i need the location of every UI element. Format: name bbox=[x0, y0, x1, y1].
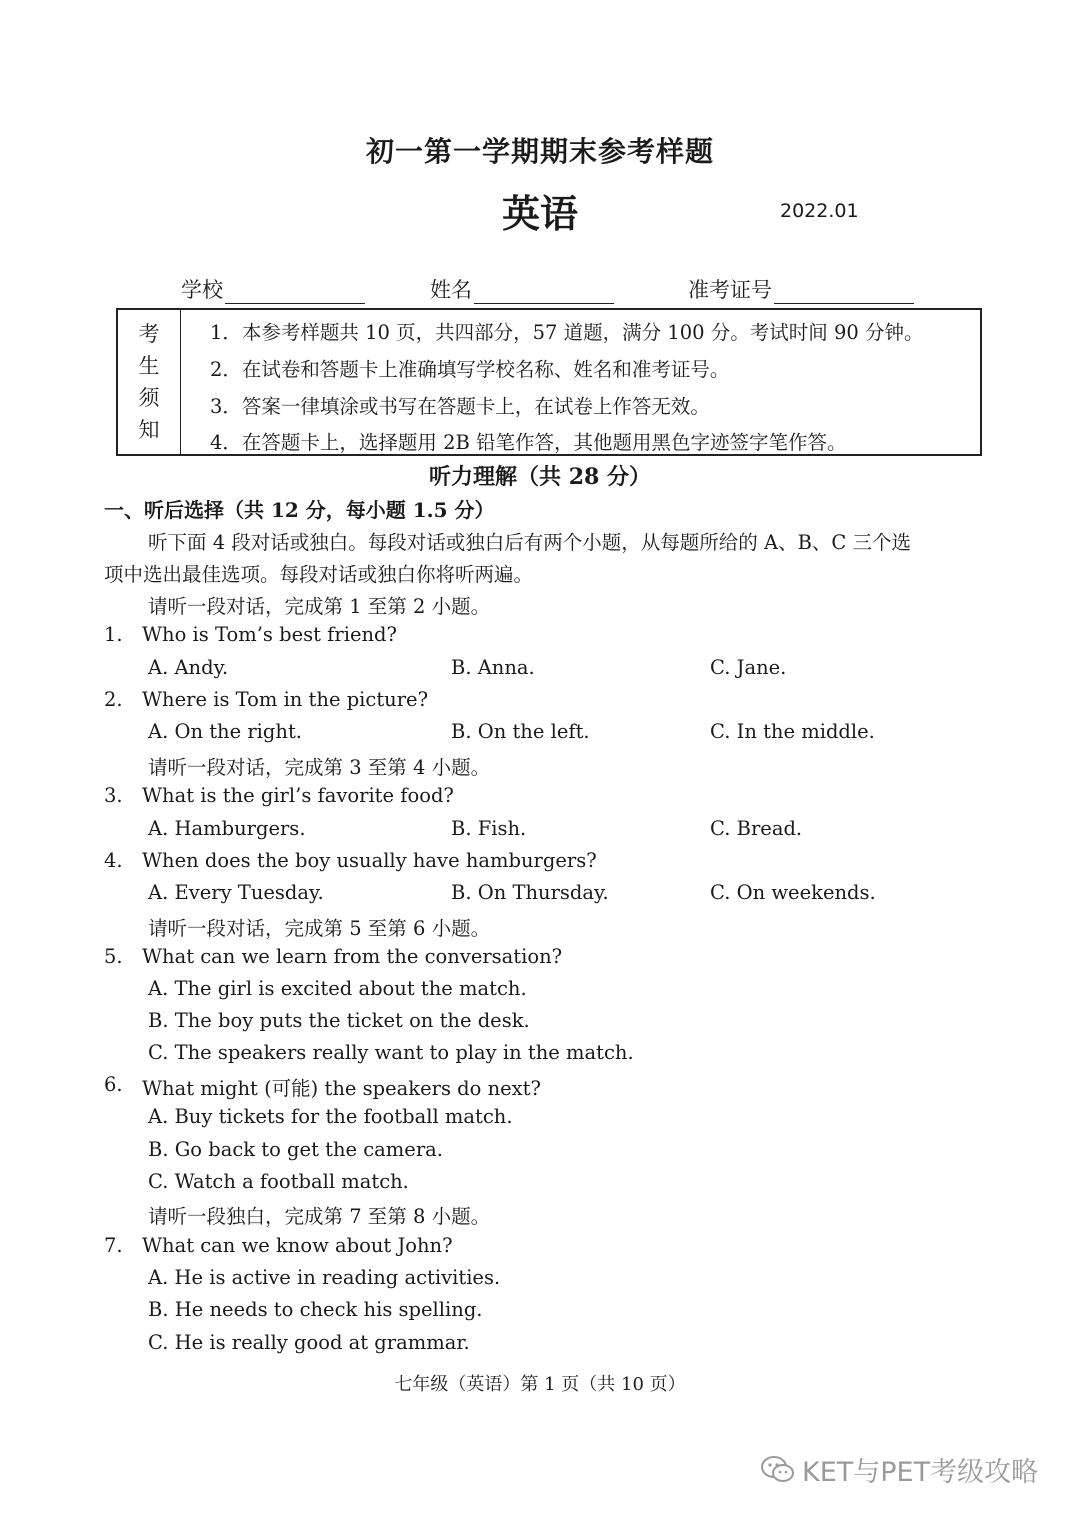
exam-id-field bbox=[688, 274, 914, 304]
option-c: C. On weekends. bbox=[710, 881, 876, 904]
subject-title: 英语 bbox=[501, 192, 578, 236]
option-b: B. The boy puts the ticket on the desk. bbox=[148, 1009, 530, 1032]
notice-label-char: 知 bbox=[138, 418, 160, 442]
notice-item: 3．答案一律填涂或书写在答题卡上，在试卷上作答无效。 bbox=[210, 395, 710, 418]
question-number: 1. bbox=[104, 623, 123, 646]
option-b: B. Go back to get the camera. bbox=[148, 1138, 443, 1161]
name-label: 姓名 bbox=[430, 278, 472, 302]
listening-prompt: 请听一段对话，完成第 3 至第 4 小题。 bbox=[148, 756, 491, 779]
school-blank bbox=[225, 279, 365, 304]
option-c: C. He is really good at grammar. bbox=[148, 1331, 470, 1354]
question-text: What is the girl’s favorite food? bbox=[142, 784, 454, 807]
option-c: C. In the middle. bbox=[710, 720, 875, 743]
exam-id-blank bbox=[774, 279, 914, 304]
instructions-line1: 听下面 4 段对话或独白。每段对话或独白后有两个小题，从每题所给的 A、B、C 三个选 bbox=[148, 531, 912, 554]
question-number: 5. bbox=[104, 945, 123, 968]
question-text: What might (可能) the speakers do next? bbox=[142, 1077, 541, 1100]
page-title: 初一第一学期期末参考样题 bbox=[365, 135, 714, 168]
option-b: B. Anna. bbox=[451, 656, 535, 679]
question-number: 4. bbox=[104, 849, 123, 872]
notice-item: 4．在答题卡上，选择题用 2B 铅笔作答，其他题用黑色字迹签字笔作答。 bbox=[210, 431, 847, 454]
name-blank bbox=[474, 279, 614, 304]
question-text: Who is Tom’s best friend? bbox=[142, 623, 397, 646]
wechat-icon bbox=[760, 1455, 796, 1485]
option-c: C. Bread. bbox=[710, 817, 803, 840]
exam-id-label: 准考证号 bbox=[688, 278, 772, 302]
exam-date: 2022.01 bbox=[780, 200, 859, 222]
school-label: 学校 bbox=[181, 278, 223, 302]
question-number: 3. bbox=[104, 784, 123, 807]
notice-label-char: 须 bbox=[138, 386, 160, 410]
notice-item: 1．本参考样题共 10 页，共四部分，57 道题，满分 100 分。考试时间 90 分钟。 bbox=[210, 321, 924, 344]
option-a: A. Every Tuesday. bbox=[148, 881, 324, 904]
notice-label bbox=[118, 310, 181, 454]
notice-label-char: 考 bbox=[138, 322, 160, 346]
instructions-line2: 项中选出最佳选项。每段对话或独白你将听两遍。 bbox=[104, 563, 534, 586]
option-a: A. The girl is excited about the match. bbox=[148, 977, 527, 1000]
notice-label-char: 生 bbox=[138, 354, 160, 378]
option-c: C. Jane. bbox=[710, 656, 787, 679]
question-number: 7. bbox=[104, 1234, 123, 1257]
question-text: What can we learn from the conversation? bbox=[142, 945, 563, 968]
section-title: 听力理解（共 28 分） bbox=[429, 464, 651, 490]
question-number: 2. bbox=[104, 688, 123, 711]
option-b: B. On Thursday. bbox=[451, 881, 609, 904]
option-a: A. Andy. bbox=[148, 656, 229, 679]
option-a: A. He is active in reading activities. bbox=[148, 1266, 501, 1289]
option-b: B. On the left. bbox=[451, 720, 590, 743]
option-a: A. On the right. bbox=[148, 720, 302, 743]
option-b: B. Fish. bbox=[451, 817, 527, 840]
listening-prompt: 请听一段独白，完成第 7 至第 8 小题。 bbox=[148, 1205, 491, 1228]
watermark bbox=[760, 1450, 1038, 1489]
notice-item: 2．在试卷和答题卡上准确填写学校名称、姓名和准考证号。 bbox=[210, 358, 730, 381]
question-number: 6. bbox=[104, 1073, 123, 1096]
watermark-text: KET与PET考级攻略 bbox=[802, 1457, 1039, 1488]
option-c: C. The speakers really want to play in the match. bbox=[148, 1041, 634, 1064]
listening-prompt: 请听一段对话，完成第 5 至第 6 小题。 bbox=[148, 917, 491, 940]
part-title: 一、听后选择（共 12 分，每小题 1.5 分） bbox=[104, 498, 495, 522]
option-b: B. He needs to check his spelling. bbox=[148, 1298, 483, 1321]
notice-box bbox=[116, 308, 982, 456]
question-text: What can we know about John? bbox=[142, 1234, 453, 1257]
question-text: Where is Tom in the picture? bbox=[142, 688, 429, 711]
option-a: A. Hamburgers. bbox=[148, 817, 306, 840]
option-a: A. Buy tickets for the football match. bbox=[148, 1105, 513, 1128]
listening-prompt: 请听一段对话，完成第 1 至第 2 小题。 bbox=[148, 595, 491, 618]
option-c: C. Watch a football match. bbox=[148, 1170, 409, 1193]
page-footer: 七年级（英语）第 1 页（共 10 页） bbox=[394, 1374, 686, 1395]
question-text: When does the boy usually have hamburgers? bbox=[142, 849, 597, 872]
name-field bbox=[430, 274, 614, 304]
school-field bbox=[181, 274, 365, 304]
